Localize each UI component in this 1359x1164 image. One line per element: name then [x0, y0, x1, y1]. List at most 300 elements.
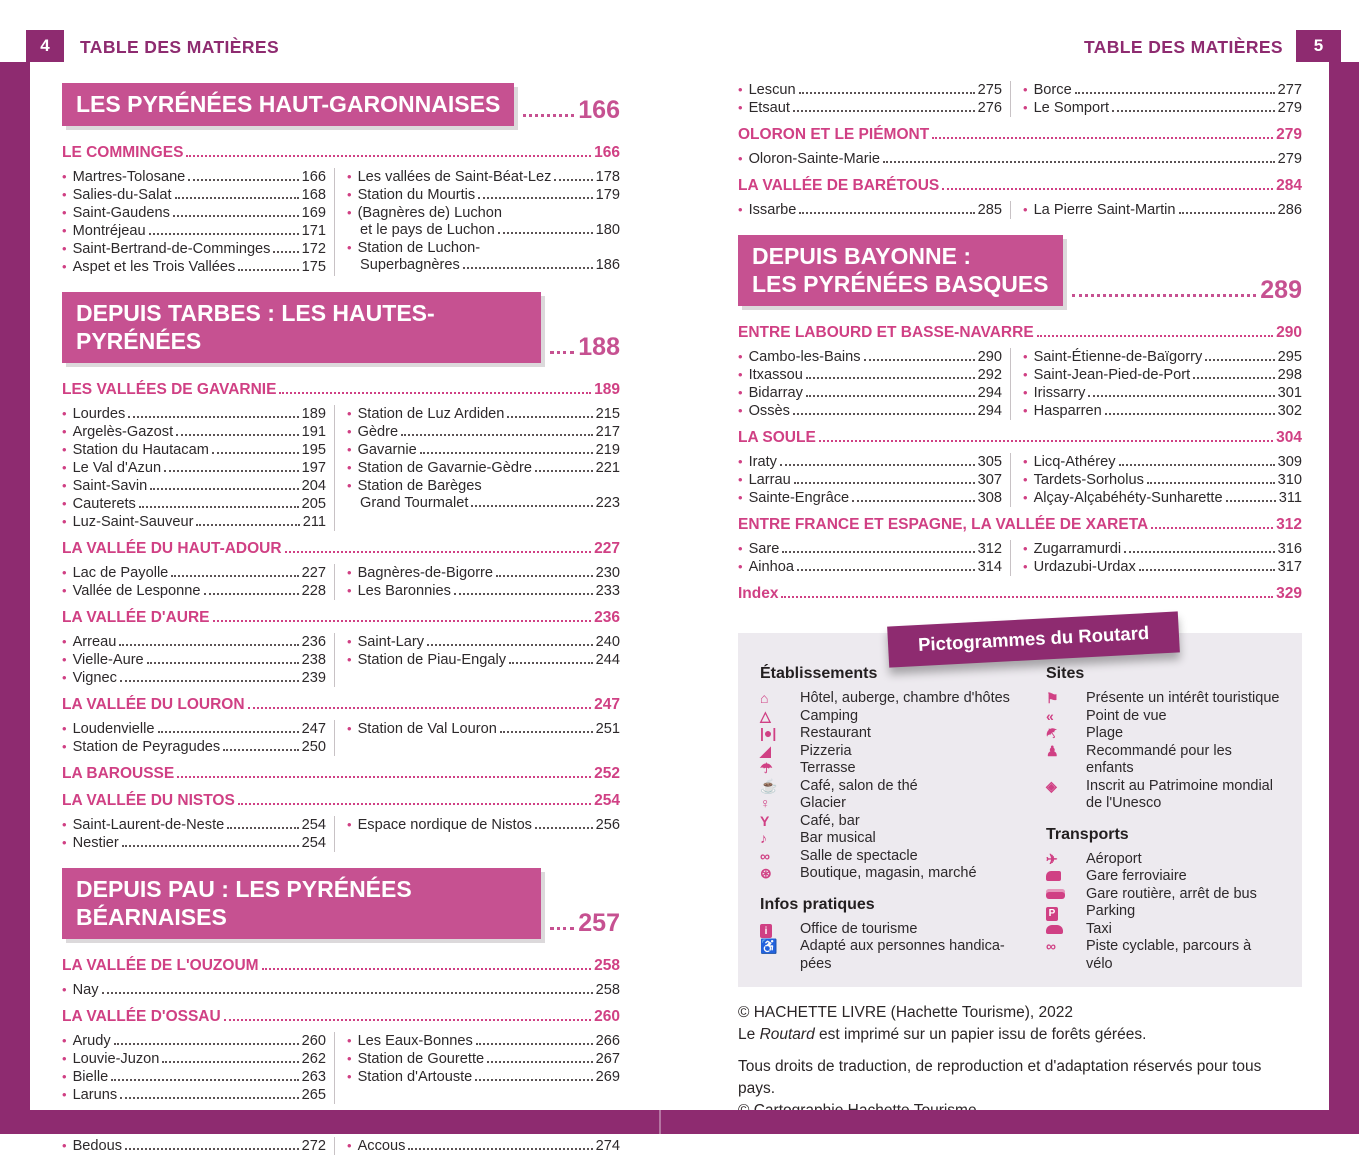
basket-icon	[760, 865, 800, 883]
dotted-leader	[173, 215, 299, 217]
dotted-leader	[1179, 212, 1275, 214]
toc-item	[347, 633, 620, 651]
unesco-icon	[1046, 778, 1086, 813]
toc-item	[1023, 201, 1302, 219]
item-label: Salies-du-Salat	[72, 187, 172, 204]
item-page: 279	[1277, 100, 1302, 116]
item-bullet: •	[347, 442, 352, 458]
item-bullet: •	[62, 514, 67, 530]
item-bullet: •	[62, 442, 67, 458]
item-bullet: •	[738, 454, 743, 470]
legend-label-line: Camping	[800, 707, 859, 724]
section-band-page: 188	[578, 333, 620, 362]
legend-label-line: Restaurant	[800, 725, 871, 742]
item-bullet: •	[62, 652, 67, 668]
dotted-leader	[120, 680, 299, 682]
item-page: 180	[595, 222, 620, 239]
toc-item	[1023, 540, 1302, 558]
toc-item-line	[738, 150, 1302, 168]
toc-item	[62, 495, 326, 513]
beach-icon	[1042, 723, 1086, 744]
legend-entry	[760, 778, 1036, 796]
item-page: 292	[977, 367, 1002, 384]
toc-item	[62, 1137, 326, 1155]
item-page: 254	[301, 817, 326, 834]
footer	[738, 1002, 1302, 1122]
dotted-leader	[550, 927, 574, 930]
dotted-leader	[475, 1079, 592, 1081]
item-page: 175	[301, 259, 326, 276]
item-label: Bielle	[72, 1069, 109, 1086]
item-page: 223	[595, 495, 620, 512]
legend-entry	[1046, 868, 1280, 886]
item-label: Station du Hautacam	[72, 442, 209, 459]
item-bullet: •	[347, 169, 352, 185]
dotted-leader	[176, 434, 299, 436]
toc-item-line	[347, 1137, 620, 1155]
legend-label	[800, 760, 856, 778]
toc-item-line	[1023, 471, 1302, 489]
legend-group-title: Transports	[1046, 825, 1129, 843]
dotted-leader	[188, 179, 298, 181]
legend-entry	[1046, 938, 1280, 973]
toc-item	[62, 981, 620, 999]
legend-label-line: Recommandé pour les enfants	[1086, 742, 1232, 777]
legend-label	[1086, 690, 1279, 708]
item-label: Saint-Savin	[72, 478, 148, 495]
item-label: Argelès-Gazost	[72, 424, 174, 441]
item-bullet: •	[738, 490, 743, 506]
legend-label	[800, 778, 918, 796]
toc-column-left	[62, 168, 334, 276]
toc-item-line	[1023, 540, 1302, 558]
toc-column-left	[62, 720, 334, 756]
tourist-interest-icon-glyph: ⚑	[1046, 690, 1059, 707]
subsection-page: 166	[594, 144, 620, 162]
subsection-title: LA VALLÉE DE BARÉTOUS	[738, 177, 940, 194]
camping-tent-icon-glyph: △	[760, 707, 771, 724]
item-label: Station de Luchon-	[357, 240, 481, 257]
legend-label	[1086, 886, 1257, 904]
toc-item	[62, 651, 326, 669]
legend-label-line: Café, salon de thé	[800, 777, 918, 794]
dotted-leader	[114, 1043, 299, 1045]
pictograms-legend	[738, 633, 1302, 987]
toc-item	[738, 99, 1002, 117]
pictograms-panel	[738, 622, 1302, 987]
airport-icon-glyph: ✈	[1046, 850, 1058, 867]
item-bullet: •	[62, 478, 67, 494]
item-label: Station d'Artouste	[357, 1069, 473, 1086]
item-label: Zugarramurdi	[1033, 541, 1122, 558]
subsection-heading	[738, 429, 1302, 447]
dotted-leader	[162, 1061, 298, 1063]
toc-column-right	[334, 564, 620, 600]
dotted-leader	[1151, 527, 1273, 529]
item-bullet: •	[62, 739, 67, 755]
toc-item	[62, 1086, 326, 1104]
bus-station-icon-glyph	[1046, 889, 1065, 899]
toc-item-line	[1023, 453, 1302, 471]
restaurant-icon-glyph: |●|	[760, 725, 777, 742]
toc-item-line	[347, 1068, 620, 1086]
toc-item	[738, 201, 1002, 219]
toc-item	[347, 816, 620, 834]
item-page: 269	[595, 1069, 620, 1086]
item-label: Superbagnères	[360, 257, 460, 274]
item-page: 254	[301, 835, 326, 852]
dotted-leader	[463, 267, 593, 269]
item-label: Saint-Gaudens	[72, 205, 170, 222]
item-bullet: •	[62, 424, 67, 440]
legend-label	[1086, 743, 1280, 778]
toc-item	[1023, 489, 1302, 507]
item-label: Station de Gourette	[357, 1051, 485, 1068]
subsection-title: ENTRE LABOURD ET BASSE-NAVARRE	[738, 324, 1034, 342]
toc-items	[62, 1032, 620, 1104]
toc-item	[347, 1137, 620, 1155]
dotted-leader	[196, 524, 299, 526]
item-label: Saint-Étienne-de-Baïgorry	[1033, 349, 1203, 366]
dotted-leader	[799, 212, 974, 214]
toc-item	[62, 582, 326, 600]
item-bullet: •	[62, 1138, 67, 1154]
item-bullet: •	[347, 1051, 352, 1067]
legend-label-line: de l'Unesco	[1086, 795, 1162, 812]
toc-items	[62, 981, 620, 999]
legend-label	[800, 708, 858, 726]
toc-item-line	[62, 495, 326, 513]
legend-group-title: Infos pratiques	[760, 895, 875, 913]
copyright-line: © HACHETTE LIVRE (Hachette Tourisme), 2022	[738, 1004, 1074, 1022]
item-label: Issarbe	[748, 202, 797, 218]
toc-item-line	[62, 981, 620, 999]
legend-label-line: Office de tourisme	[800, 920, 918, 937]
toc-item	[738, 471, 1002, 489]
toc-item	[62, 1050, 326, 1068]
legend-group	[1046, 826, 1280, 974]
legend-label-line: Gare ferroviaire	[1086, 868, 1187, 885]
subsection-page: 252	[594, 765, 620, 783]
subsection-page: 279	[1276, 126, 1302, 143]
dotted-leader	[1139, 569, 1275, 571]
legend-group-title: Sites	[1046, 665, 1085, 683]
item-page: 311	[1278, 490, 1302, 507]
dotted-leader	[554, 179, 592, 181]
toc-item-line	[738, 81, 1002, 99]
viewpoint-icon-glyph: «	[1046, 707, 1054, 724]
item-label: Alçay-Alçabéhéty-Sunharette	[1033, 490, 1223, 507]
legend-label-line: Inscrit au Patrimoine mondial	[1086, 777, 1273, 794]
item-bullet: •	[347, 478, 352, 494]
item-page: 217	[595, 424, 620, 441]
item-page: 250	[301, 739, 326, 756]
unesco-icon-glyph: ◈	[1046, 777, 1057, 794]
toc-item	[62, 441, 326, 459]
item-page: 312	[977, 541, 1002, 558]
dotted-leader	[507, 416, 592, 418]
dotted-leader	[781, 596, 1273, 598]
item-page: 197	[301, 460, 326, 477]
legend-entry	[760, 795, 1036, 813]
item-bullet: •	[62, 259, 67, 275]
dotted-leader	[150, 488, 298, 490]
toc-item-line	[1023, 558, 1302, 576]
toc-item	[62, 240, 326, 258]
toc-item	[1023, 348, 1302, 366]
subsection-title: OLORON ET LE PIÉMONT	[738, 126, 930, 143]
section-band-title	[62, 868, 541, 939]
dotted-leader	[227, 827, 298, 829]
item-page: 166	[301, 169, 326, 186]
toc-item	[1023, 99, 1302, 117]
toc-item-line	[347, 257, 620, 274]
dotted-leader	[175, 197, 299, 199]
dotted-leader	[285, 551, 592, 553]
toc-item	[62, 168, 326, 186]
toc-item	[1023, 453, 1302, 471]
train-station-icon-glyph	[1046, 871, 1061, 881]
item-page: 265	[301, 1087, 326, 1104]
legend-entry	[1046, 886, 1280, 904]
dotted-leader	[427, 644, 593, 646]
dotted-leader	[171, 575, 298, 577]
dotted-leader	[420, 452, 593, 454]
section-band-title	[62, 83, 514, 126]
item-bullet: •	[347, 817, 352, 833]
page-header-title-right: TABLE DES MATIÈRES	[1083, 37, 1283, 57]
toc-column-left	[738, 540, 1010, 576]
toc-item-line	[347, 186, 620, 204]
toc-item-line	[347, 495, 620, 512]
toc-item	[62, 423, 326, 441]
left-edge-band	[0, 62, 30, 1134]
paper-line-italic: Routard	[759, 1026, 815, 1044]
item-bullet: •	[738, 202, 743, 217]
item-page: 179	[595, 187, 620, 204]
paper-line	[738, 1024, 1302, 1046]
toc-item-line	[347, 168, 620, 186]
dotted-leader	[213, 620, 592, 622]
toc-item	[347, 1068, 620, 1086]
toc-items	[738, 81, 1302, 117]
item-bullet: •	[738, 100, 743, 115]
item-bullet: •	[347, 565, 352, 581]
toc-items	[62, 816, 620, 852]
subsection-heading	[738, 126, 1302, 144]
legend-entry	[1046, 921, 1280, 939]
dotted-leader	[164, 470, 299, 472]
item-label: (Bagnères de) Luchon	[357, 205, 502, 222]
item-bullet: •	[62, 1087, 67, 1103]
item-bullet: •	[347, 1069, 352, 1085]
item-bullet: •	[1023, 100, 1028, 115]
item-label: Martres-Tolosane	[72, 169, 186, 186]
section-band-page: 166	[578, 96, 620, 125]
dotted-leader	[864, 359, 975, 361]
subsection-title: LA VALLÉE DE L'OUZOUM	[62, 957, 259, 975]
toc-items	[738, 453, 1302, 507]
item-bullet: •	[62, 205, 67, 221]
toc-item-line	[738, 348, 1002, 366]
toc-item	[62, 564, 326, 582]
toc-item-line	[347, 633, 620, 651]
subsection-heading	[62, 696, 620, 714]
toc-column-right	[1010, 540, 1302, 576]
subsection-title: LA VALLÉE D'OSSAU	[62, 1008, 221, 1026]
item-bullet: •	[738, 403, 743, 419]
dotted-leader	[224, 1019, 591, 1021]
toc-column-left	[738, 348, 1010, 420]
item-bullet: •	[62, 721, 67, 737]
item-label: Lac de Payolle	[72, 565, 169, 582]
item-label: Le Somport	[1033, 100, 1110, 116]
legend-label-line: Gare routière, arrêt de bus	[1086, 885, 1257, 902]
subsection-page: 312	[1276, 516, 1302, 534]
parking-icon-glyph: P	[1046, 907, 1058, 921]
item-label: Gavarnie	[357, 442, 417, 459]
subsection-heading	[62, 765, 620, 783]
toc-item-line	[738, 540, 1002, 558]
section-band	[62, 292, 620, 363]
legend-label	[1086, 725, 1123, 743]
restaurant-icon	[760, 725, 800, 743]
item-bullet: •	[738, 82, 743, 97]
item-label: Arreau	[72, 634, 117, 651]
item-page: 230	[595, 565, 620, 582]
toc-item-line	[738, 471, 1002, 489]
dotted-leader	[523, 114, 574, 117]
subsection-page: 254	[594, 792, 620, 810]
dotted-leader	[806, 377, 975, 379]
legend-label-line: Piste cyclable, parcours à vélo	[1086, 938, 1252, 972]
toc-item-line	[62, 258, 326, 276]
subsection-page: 189	[594, 381, 620, 399]
item-page: 317	[1277, 559, 1302, 576]
dotted-leader	[793, 413, 975, 415]
toc-items	[62, 168, 620, 276]
legend-label	[1086, 851, 1142, 869]
subsection-page: 304	[1276, 429, 1302, 447]
item-page: 228	[301, 583, 326, 600]
dotted-leader	[262, 968, 592, 970]
toc-item-line	[1023, 384, 1302, 402]
legend-label-line: Parking	[1086, 903, 1136, 920]
legend-entry	[760, 760, 1036, 778]
item-bullet: •	[738, 385, 743, 401]
toc-item-line	[347, 459, 620, 477]
toc-items	[738, 150, 1302, 168]
section-band	[62, 83, 620, 126]
item-page: 274	[595, 1138, 620, 1155]
dotted-leader	[883, 161, 1275, 163]
dotted-leader	[500, 731, 593, 733]
toc-item	[738, 489, 1002, 507]
item-page: 314	[977, 559, 1002, 576]
item-label: Cambo-les-Bains	[748, 349, 861, 366]
legend-label	[800, 725, 871, 743]
page-header-title-left: TABLE DES MATIÈRES	[80, 37, 280, 57]
toc-item	[62, 222, 326, 240]
toc-item-line	[347, 651, 620, 669]
toc-item-line	[62, 582, 326, 600]
legend-label	[800, 813, 860, 831]
legend-label-line: Adapté aux personnes handica-	[800, 938, 1005, 955]
toc-item-line	[738, 366, 1002, 384]
toc-column-left	[62, 405, 334, 531]
toc-item	[62, 258, 326, 276]
item-page: 305	[977, 454, 1002, 471]
item-bullet: •	[738, 472, 743, 488]
item-bullet: •	[1023, 385, 1028, 401]
toc-item-line	[62, 240, 326, 258]
legend-label-line: Salle de spectacle	[800, 847, 918, 864]
toc-column-right	[334, 633, 620, 687]
toc-column-right	[334, 720, 620, 756]
beach-icon-glyph: ☂	[1042, 723, 1062, 744]
legend-label-line: Point de vue	[1086, 707, 1167, 724]
legend-entry	[760, 708, 1036, 726]
tourist-office-icon-glyph: i	[760, 924, 772, 938]
item-label: Aspet et les Trois Vallées	[72, 259, 236, 276]
toc-items	[62, 405, 620, 531]
dotted-leader	[794, 482, 975, 484]
subsection-title: Index	[738, 585, 779, 603]
item-bullet: •	[347, 1033, 352, 1049]
item-label: La Pierre Saint-Martin	[1033, 202, 1176, 218]
toc-column-right	[334, 1137, 620, 1155]
item-bullet: •	[347, 205, 352, 221]
dotted-leader	[932, 137, 1273, 139]
toc-column-left	[738, 453, 1010, 507]
subsection-title: LA VALLÉE D'AURE	[62, 609, 210, 627]
toc-item-line	[62, 459, 326, 477]
item-bullet: •	[1023, 559, 1028, 575]
subsection-heading	[62, 540, 620, 558]
toc-item	[738, 558, 1002, 576]
toc-item-line	[1023, 99, 1302, 117]
subsection-heading	[62, 792, 620, 810]
item-page: 294	[977, 385, 1002, 402]
legend-label	[800, 795, 846, 813]
toc-item-line	[738, 558, 1002, 576]
toc-item	[347, 477, 620, 512]
item-page: 219	[595, 442, 620, 459]
legend-group	[760, 665, 1036, 883]
toc-item	[347, 441, 620, 459]
section-band-title-line: LES PYRÉNÉES HAUT-GARONNAISES	[76, 91, 501, 117]
section-band-title-line: DEPUIS TARBES : LES HAUTES-PYRÉNÉES	[76, 300, 435, 355]
section-band	[738, 235, 1302, 306]
toc-item	[738, 402, 1002, 420]
section-band-title-line: DEPUIS BAYONNE :	[752, 243, 971, 269]
item-label: Itxassou	[748, 367, 803, 384]
toc-column-left	[738, 81, 1010, 117]
toc-item-line	[62, 168, 326, 186]
bottom-edge-band	[0, 1110, 1359, 1134]
tourist-office-icon	[760, 921, 800, 939]
item-bullet: •	[1023, 82, 1028, 97]
item-page: 275	[977, 82, 1002, 98]
toc-items	[62, 1137, 620, 1155]
dotted-leader	[476, 1043, 593, 1045]
legend-label	[800, 848, 918, 866]
dotted-leader	[128, 416, 298, 418]
dotted-leader	[238, 803, 591, 805]
item-page: 290	[977, 349, 1002, 366]
legend-group	[1042, 665, 1280, 813]
item-label: Bedous	[72, 1138, 123, 1155]
